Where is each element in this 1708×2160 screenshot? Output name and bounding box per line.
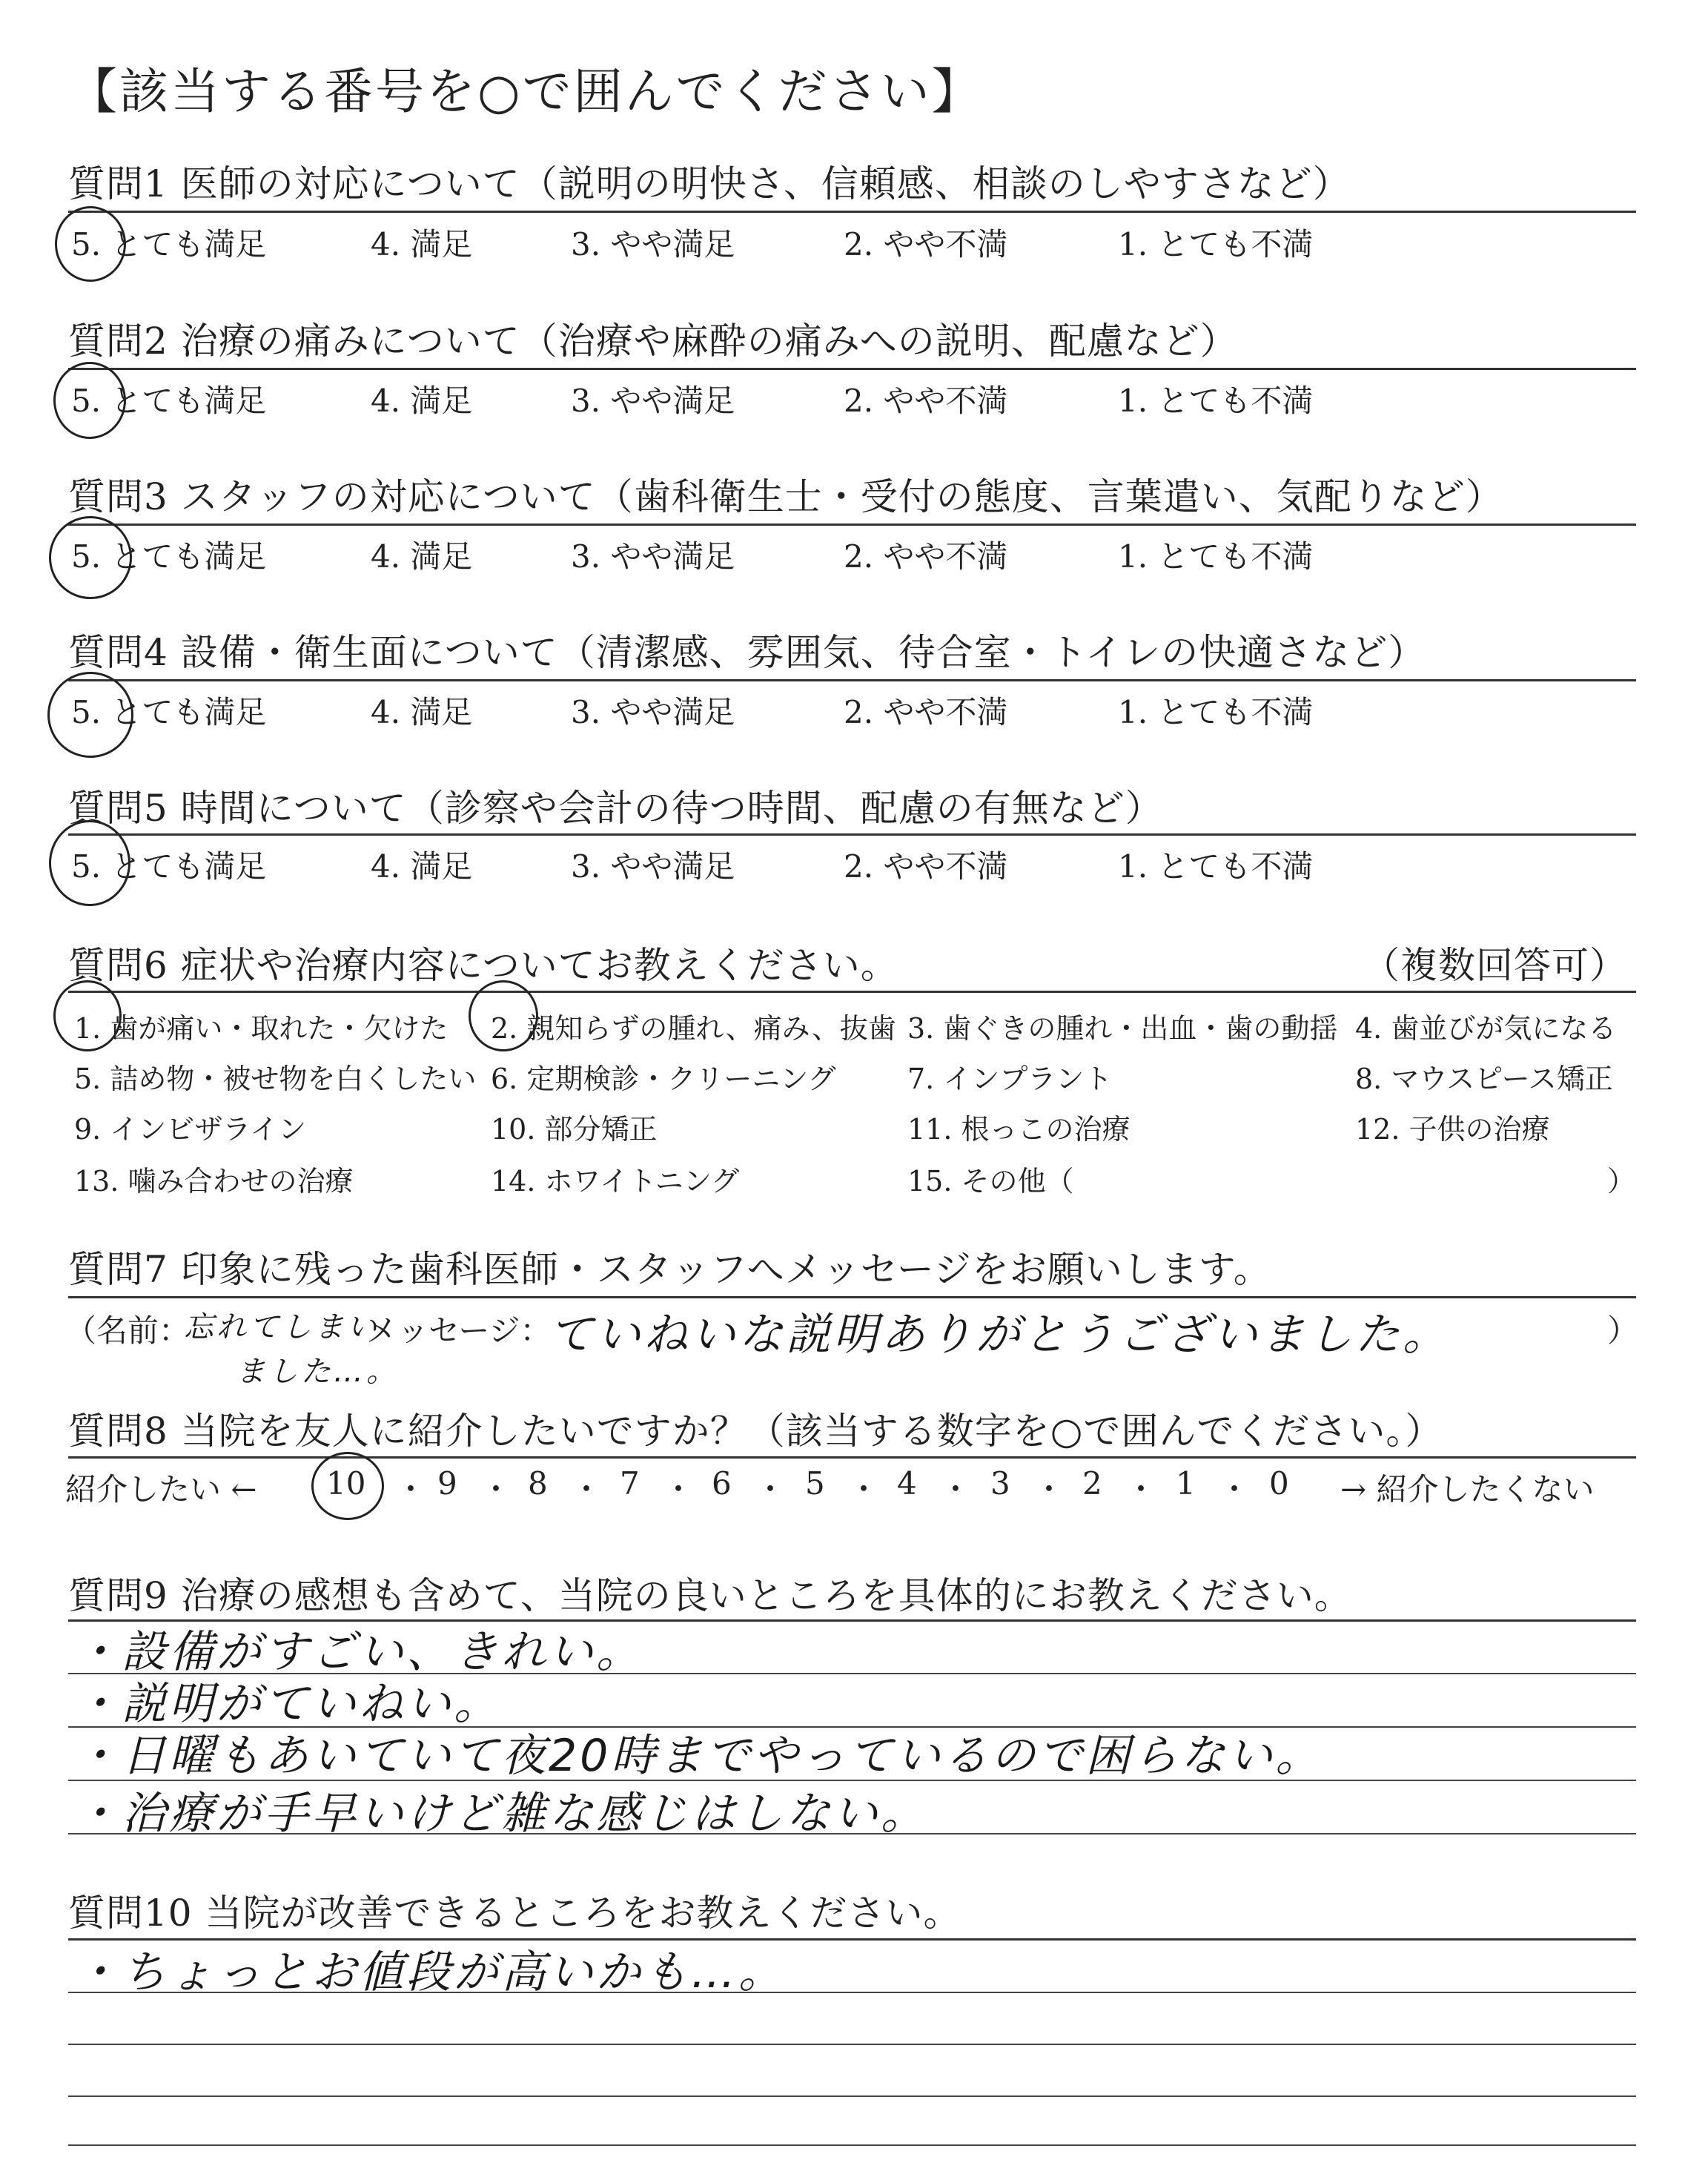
q3-option-5[interactable]: 5. とても満足	[71, 538, 267, 575]
q7-rule	[68, 1296, 1636, 1298]
q8-sep: ・	[1033, 1471, 1065, 1507]
q9-title: 質問9 治療の感想も含めて、当院の良いところを具体的にお教えください。	[68, 1574, 1352, 1617]
q7-message-value[interactable]: ていねいな説明ありがとうございました。	[549, 1309, 1450, 1361]
q3-option-4[interactable]: 4. 満足	[371, 538, 473, 575]
q5-option-1[interactable]: 1. とても不満	[1118, 848, 1314, 885]
q1-option-2[interactable]: 2. やや不満	[844, 226, 1008, 262]
q6-item-14[interactable]: 14. ホワイトニング	[491, 1165, 740, 1198]
q4-option-1[interactable]: 1. とても不満	[1118, 694, 1314, 730]
q7-name-value-line2[interactable]: ました…。	[236, 1355, 399, 1389]
q6-item-13[interactable]: 13. 噛み合わせの治療	[74, 1165, 354, 1198]
q6-selection-circle-2	[469, 980, 538, 1051]
q1-option-5[interactable]: 5. とても満足	[71, 226, 267, 262]
q2-title: 質問2 治療の痛みについて（治療や麻酔の痛みへの説明、配慮など）	[68, 320, 1238, 363]
q2-option-1[interactable]: 1. とても不満	[1118, 383, 1314, 419]
q4-option-2[interactable]: 2. やや不満	[844, 694, 1008, 730]
q9-answer-3[interactable]: ・日曜もあいていて夜20時までやっているので困らない。	[74, 1730, 1323, 1782]
q8-score-10[interactable]: 10	[326, 1465, 366, 1502]
q4-option-3[interactable]: 3. やや満足	[571, 694, 735, 730]
q7-title: 質問7 印象に残った歯科医師・スタッフへメッセージをお願いします。	[68, 1248, 1271, 1291]
form-header: 【該当する番号を○で囲んでください】	[68, 63, 983, 120]
q2-option-5[interactable]: 5. とても満足	[71, 383, 267, 419]
q6-selection-circle-1	[53, 980, 122, 1051]
q2-option-2[interactable]: 2. やや不満	[844, 383, 1008, 419]
q5-title: 質問5 時間について（診察や会計の待つ時間、配慮の有無など）	[68, 787, 1163, 830]
q3-rule	[68, 524, 1636, 526]
q7-message-label: メッセージ：	[366, 1312, 552, 1349]
q8-sep: ・	[755, 1471, 787, 1507]
q6-item-5[interactable]: 5. 詰め物・被せ物を白くしたい	[74, 1063, 477, 1095]
q6-rule	[68, 991, 1636, 993]
q8-sep: ・	[1219, 1471, 1251, 1507]
q6-item-9[interactable]: 9. インビザライン	[74, 1113, 307, 1146]
q8-sep: ・	[1125, 1471, 1157, 1507]
q8-selection-circle	[311, 1452, 384, 1520]
q8-score-3[interactable]: 3	[990, 1465, 1010, 1502]
q5-option-5[interactable]: 5. とても満足	[71, 848, 267, 885]
q8-right-label: → 紹介したくない	[1340, 1471, 1595, 1507]
q8-score-2[interactable]: 2	[1082, 1465, 1102, 1502]
q10-rule-4	[68, 2095, 1636, 2097]
q4-title: 質問4 設備・衛生面について（清潔感、雰囲気、待合室・トイレの快適さなど）	[68, 631, 1426, 674]
q8-score-1[interactable]: 1	[1176, 1465, 1196, 1502]
q8-left-label: 紹介したい ←	[65, 1471, 257, 1507]
q1-selection-circle	[55, 206, 126, 282]
q4-selection-circle	[47, 672, 133, 758]
q3-option-2[interactable]: 2. やや不満	[844, 538, 1008, 575]
q4-option-5[interactable]: 5. とても満足	[71, 694, 267, 730]
q5-option-4[interactable]: 4. 満足	[371, 848, 473, 885]
q8-score-4[interactable]: 4	[897, 1465, 917, 1502]
q8-rule	[68, 1456, 1636, 1459]
q7-name-value-line1[interactable]: 忘れてしまい	[184, 1310, 380, 1344]
q10-title: 質問10 当院が改善できるところをお教えください。	[68, 1892, 961, 1935]
q2-selection-circle	[53, 362, 126, 439]
q8-sep: ・	[848, 1471, 880, 1507]
q10-rule-5	[68, 2144, 1636, 2146]
q8-sep: ・	[663, 1471, 695, 1507]
q6-item-7[interactable]: 7. インプラント	[907, 1063, 1113, 1095]
q2-option-3[interactable]: 3. やや満足	[571, 383, 735, 419]
q1-title: 質問1 医師の対応について（説明の明快さ、信頼感、相談のしやすさなど）	[68, 162, 1351, 205]
q6-item-2[interactable]: 2. 親知らずの腫れ、痛み、抜歯	[491, 1012, 896, 1045]
q10-rule-3	[68, 2044, 1636, 2045]
q6-item-11[interactable]: 11. 根っこの治療	[907, 1113, 1131, 1146]
q1-rule	[68, 211, 1636, 213]
q9-answer-1[interactable]: ・設備がすごい、きれい。	[74, 1626, 643, 1678]
q6-item-12[interactable]: 12. 子供の治療	[1355, 1113, 1550, 1146]
q1-option-3[interactable]: 3. やや満足	[571, 226, 735, 262]
q4-rule	[68, 679, 1636, 681]
q1-option-1[interactable]: 1. とても不満	[1118, 226, 1314, 262]
q6-multiple-note: （複数回答可）	[1363, 944, 1627, 987]
q5-selection-circle	[49, 820, 130, 906]
q6-item-1[interactable]: 1. 歯が痛い・取れた・欠けた	[74, 1012, 448, 1045]
q8-title: 質問8 当院を友人に紹介したいですか？（該当する数字を○で囲んでください。）	[68, 1410, 1443, 1453]
q10-answer-1[interactable]: ・ちょっとお値段が高いかも…。	[74, 1946, 786, 1998]
q6-title: 質問6 症状や治療内容についてお教えください。	[68, 944, 898, 987]
q8-score-0[interactable]: 0	[1269, 1465, 1289, 1502]
q8-sep: ・	[571, 1471, 603, 1507]
q2-rule	[68, 368, 1636, 370]
q7-close-paren: ）	[1607, 1312, 1639, 1349]
q6-item-4[interactable]: 4. 歯並びが気になる	[1355, 1012, 1617, 1045]
q5-option-2[interactable]: 2. やや不満	[844, 848, 1008, 885]
q2-option-4[interactable]: 4. 満足	[371, 383, 473, 419]
q9-answer-4[interactable]: ・治療が手早いけど雑な感じはしない。	[74, 1788, 928, 1840]
q8-score-6[interactable]: 6	[712, 1465, 732, 1502]
q8-sep: ・	[395, 1471, 427, 1507]
q1-option-4[interactable]: 4. 満足	[371, 226, 473, 262]
q8-score-9[interactable]: 9	[437, 1465, 457, 1502]
q6-item-3[interactable]: 3. 歯ぐきの腫れ・出血・歯の動揺	[907, 1012, 1338, 1045]
q8-score-8[interactable]: 8	[528, 1465, 548, 1502]
q4-option-4[interactable]: 4. 満足	[371, 694, 473, 730]
q8-sep: ・	[480, 1471, 512, 1507]
q5-option-3[interactable]: 3. やや満足	[571, 848, 735, 885]
q5-rule	[68, 833, 1636, 836]
q6-item-6[interactable]: 6. 定期検診・クリーニング	[491, 1063, 836, 1095]
q8-score-5[interactable]: 5	[805, 1465, 825, 1502]
q8-score-7[interactable]: 7	[620, 1465, 640, 1502]
q6-item-15-close: ）	[1607, 1165, 1636, 1198]
q9-answer-2[interactable]: ・説明がていねい。	[74, 1678, 501, 1730]
q8-sep: ・	[940, 1471, 972, 1507]
q3-selection-circle	[49, 516, 132, 599]
q7-name-label: （名前：	[65, 1312, 191, 1349]
q6-item-8[interactable]: 8. マウスピース矯正	[1355, 1063, 1613, 1095]
q3-title: 質問3 スタッフの対応について（歯科衛生士・受付の態度、言葉遣い、気配りなど）	[68, 475, 1503, 518]
q3-option-3[interactable]: 3. やや満足	[571, 538, 735, 575]
q6-item-10[interactable]: 10. 部分矯正	[491, 1113, 658, 1146]
q6-item-15[interactable]: 15. その他（	[907, 1165, 1074, 1198]
q3-option-1[interactable]: 1. とても不満	[1118, 538, 1314, 575]
